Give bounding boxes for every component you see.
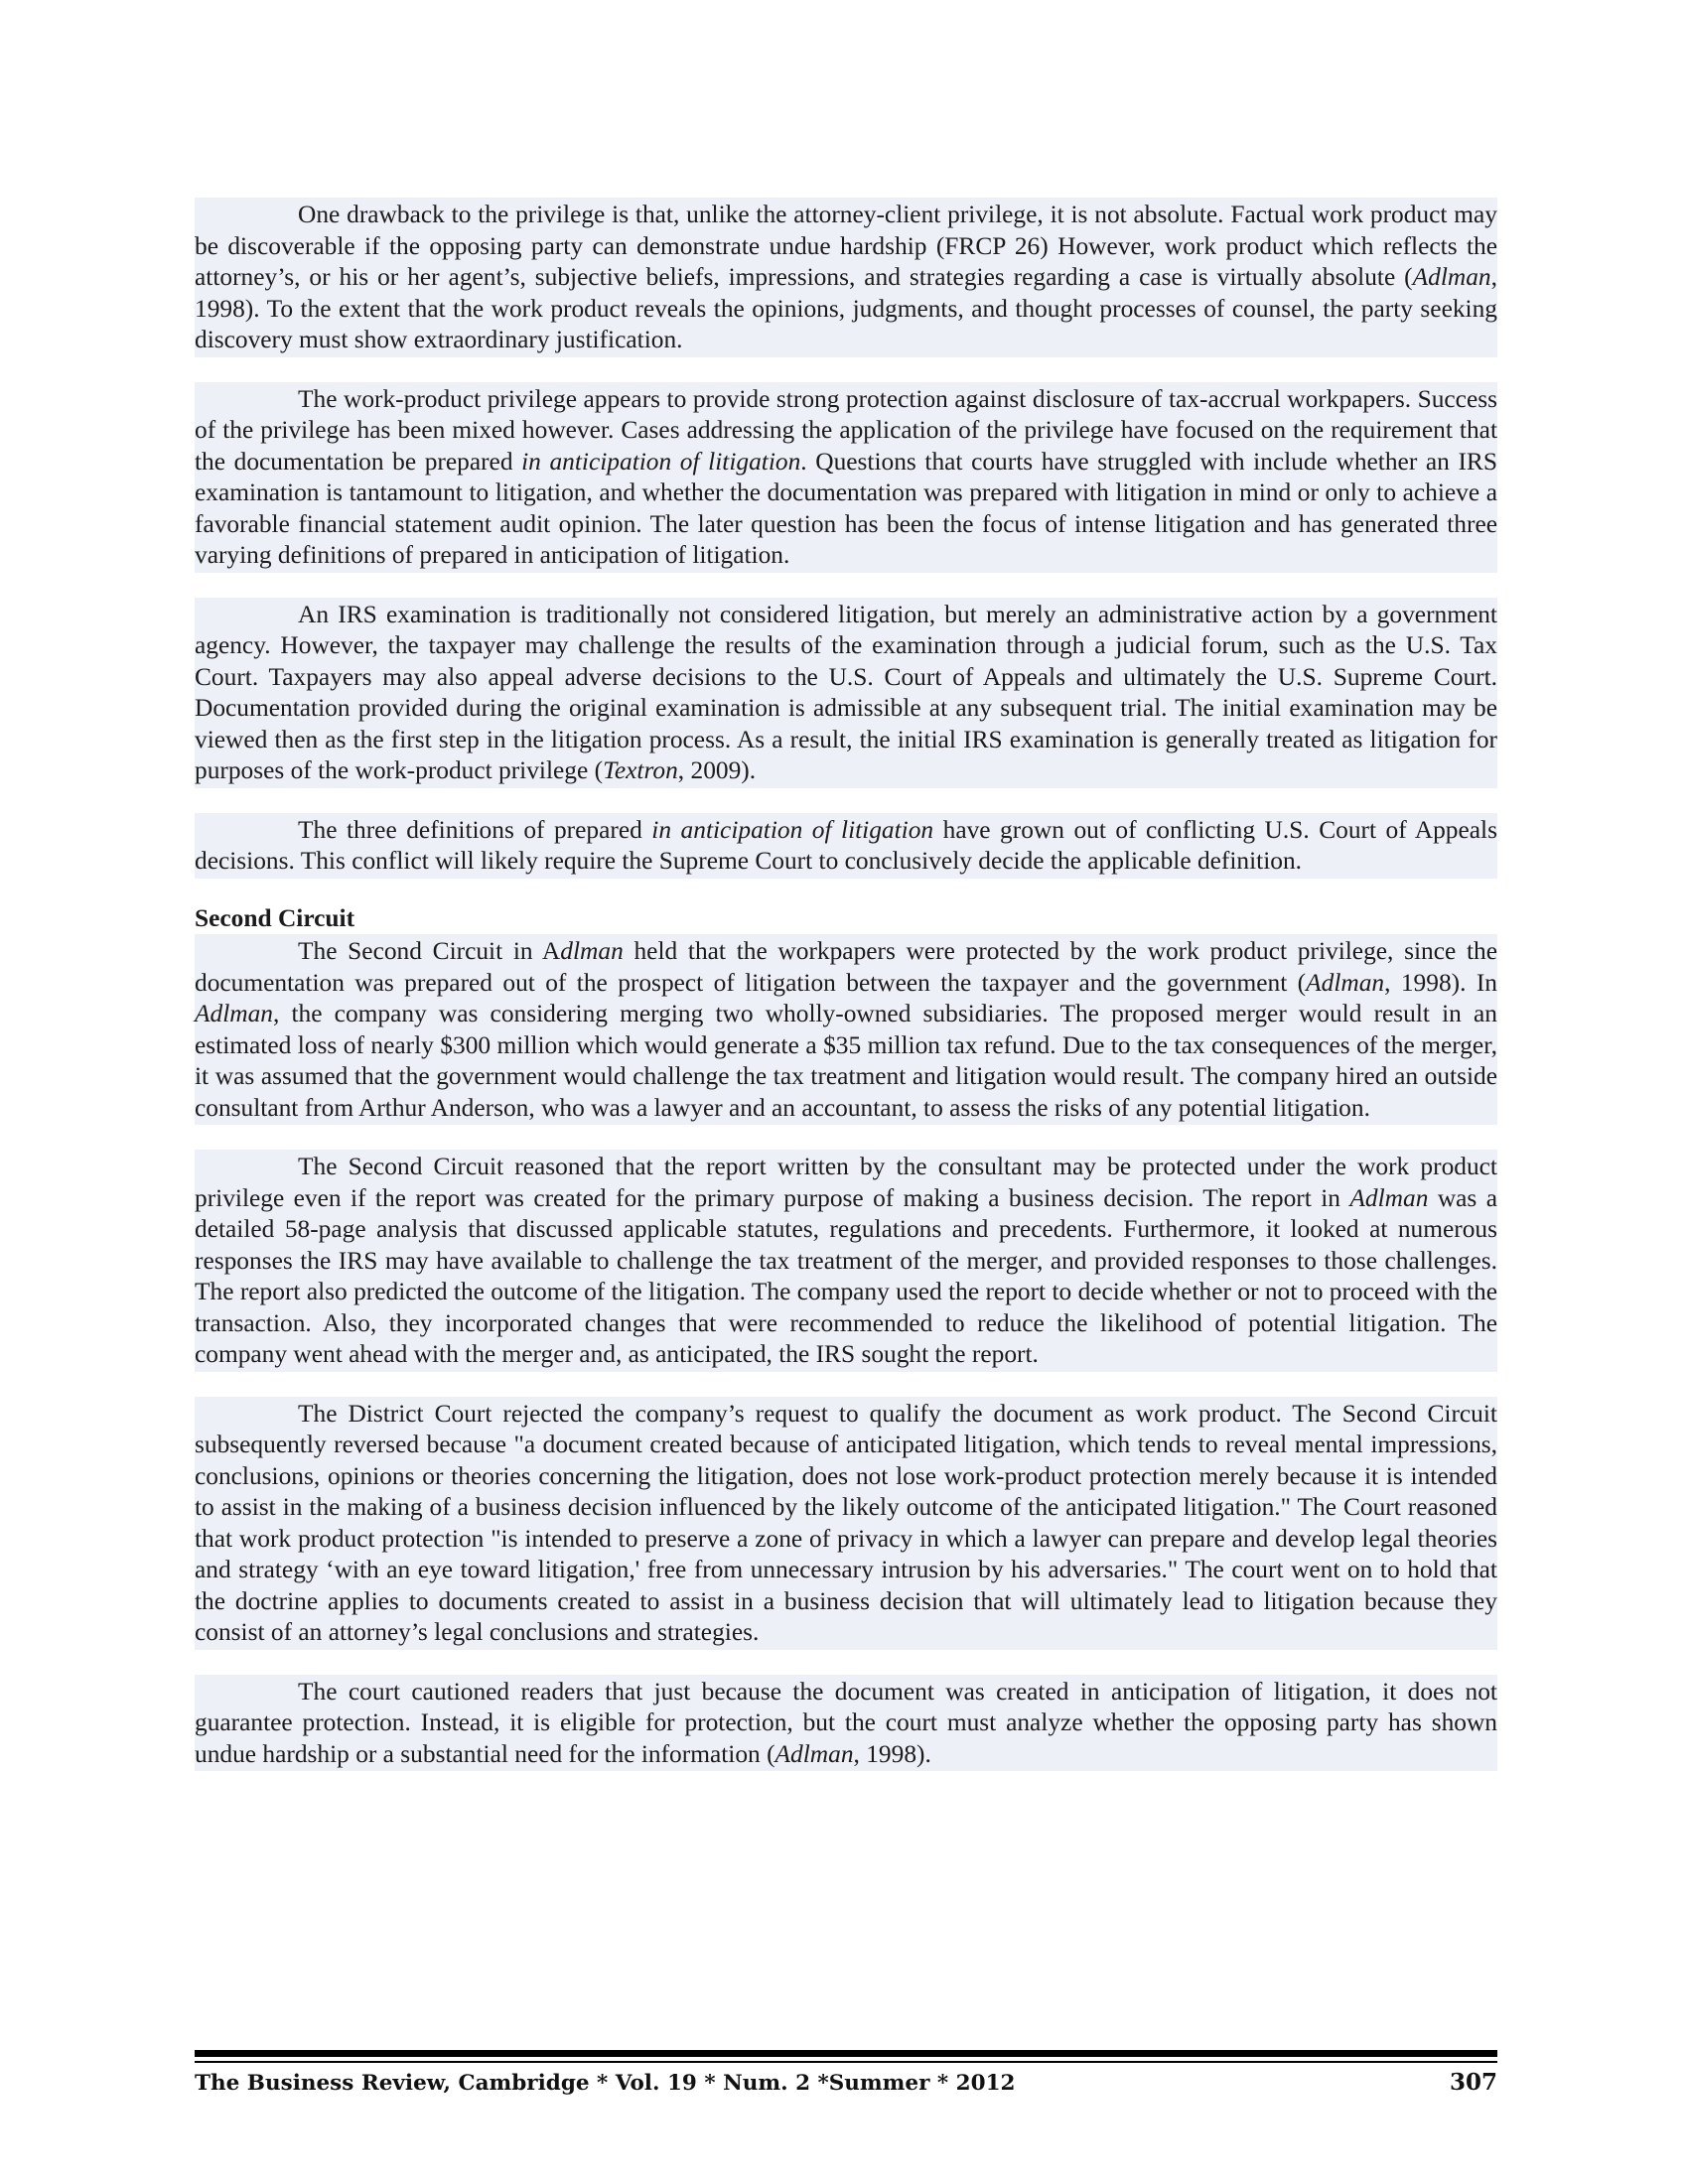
text-run: held that the workpapers were protected by the work product privilege, since the documentation was prepared out of the prospect of litigation between the taxpayer and the government ( [195, 937, 1497, 997]
footer-rule-thin [195, 2061, 1497, 2063]
italic-text: Adlman [1349, 1183, 1429, 1212]
journal-citation: The Business Review, Cambridge * Vol. 19 * Num. 2 *Summer * 2012 [195, 2071, 1016, 2096]
text-run: An IRS examination is traditionally not considered litigation, but merely an administrative action by a government agency. However, the taxpayer may challenge the results of the examination through a judicial forum, such as the U.S. Tax Court. Taxpayers may also appeal adverse decisions to the U.S. Court of Appeals and ultimately the U.S. Supreme Court. Documentation provided during the original examination is admissible at any subsequent trial. The initial examination may be viewed then as the first step in the litigation process. As a result, the initial IRS examination is generally treated as litigation for purposes of the work-product privilege ( [195, 600, 1497, 784]
text-run: , 1998). To the extent that the work product reveals the opinions, judgments, and thought processes of counsel, the party seeking discovery must show extraordinary justification. [195, 263, 1497, 353]
text-run: The work-product privilege appears to provide strong protection against disclosure of tax-accrual workpapers. Success of the privilege has been mixed however. Cases addressing the application of the privilege have focused on the requirement that the documentation be prepared [195, 384, 1497, 476]
text-run: , 2009). [677, 756, 757, 784]
paragraph [195, 813, 1497, 879]
paragraph-group-intro [195, 198, 1497, 879]
text-run: was a detailed 58-page analysis that discussed applicable statutes, regulations and precedents. Furthermore, it looked at numerous responses the IRS may have available to challenge the tax treatment of the merger, and provided responses to those challenges. The report also predicted the outcome of the litigation. The company used the report to decide whether or not to proceed with the transaction. Also, they incorporated changes that were recommended to reduce the likelihood of potential litigation. The company went ahead with the merger and, as anticipated, the IRS sought the report. [195, 1183, 1497, 1368]
paragraph [195, 1397, 1497, 1650]
italic-text: Adlman [774, 1739, 854, 1768]
paragraph-group-second-circuit [195, 934, 1497, 1771]
text-run: The three definitions of prepared [298, 815, 652, 844]
text-run: , 1998). In [1384, 968, 1497, 997]
italic-text: in anticipation of litigation [651, 815, 934, 844]
paragraph [195, 1150, 1497, 1372]
italic-text: dlman [560, 937, 624, 965]
article-body [195, 198, 1497, 1796]
text-run: One drawback to the privilege is that, unlike the attorney-client privilege, it is not absolute. Factual work product may be discoverable if the opposing party can demonstrate undue hardship (FRCP 26) However, work product which reflects the attorney’s, or his or her agent’s, subjective beliefs, impressions, and strategies regarding a case is virtually absolute ( [195, 201, 1497, 291]
text-run: , the company was considering merging two wholly-owned subsidiaries. The proposed merger would result in an estimated loss of nearly $300 million which would generate a $35 million tax refund. Due to the tax consequences of the merger, it was assumed that the government would challenge the tax treatment and litigation would result. The company hired an outside consultant from Arthur Anderson, who was a lawyer and an accountant, to assess the risks of any potential litigation. [195, 1000, 1497, 1122]
text-run: The District Court rejected the company’s request to qualify the document as work product. The Second Circuit subsequently reversed because "a document created because of anticipated litigation, which tends to reveal mental impressions, conclusions, opinions or theories concerning the litigation, does not lose work-product protection merely because it is intended to assist in the making of a business decision influenced by the likely outcome of the anticipated litigation." The Court reasoned that work product protection "is intended to preserve a zone of privacy in which a lawyer can prepare and develop legal theories and strategy ‘with an eye toward litigation,' free from unnecessary intrusion by his adversaries." The court went on to hold that the doctrine applies to documents created to assist in a business decision that will ultimately lead to litigation because they consist of an attorney’s legal conclusions and strategies. [195, 1399, 1497, 1646]
italic-text: Adlman [1306, 968, 1385, 997]
text-run: The Second Circuit in A [298, 937, 561, 965]
text-run: have grown out of conflicting U.S. Court of Appeals decisions. This conflict will likely require the Supreme Court to conclusively decide the applicable definition. [195, 815, 1497, 875]
text-run: The Second Circuit reasoned that the report written by the consultant may be protected under the work product privilege even if the report was created for the primary purpose of making a business decision. The report in [195, 1153, 1497, 1212]
paragraph [195, 598, 1497, 788]
section-heading: Second Circuit [195, 903, 355, 932]
paragraph [195, 1675, 1497, 1772]
text-run: , 1998). [853, 1739, 931, 1768]
footer-rule-thick [195, 2050, 1497, 2057]
paragraph [195, 934, 1497, 1125]
italic-text: in anticipation of litigation [521, 447, 801, 476]
paragraph [195, 382, 1497, 573]
italic-text: Adlman [1412, 263, 1491, 291]
text-run: The court cautioned readers that just because the document was created in anticipation of litigation, it does not guarantee protection. Instead, it is eligible for protection, but the court must analyze whether the opposing party has shown undue hardship or a substantial need for the information ( [195, 1677, 1497, 1768]
paragraph [195, 198, 1497, 357]
italic-text: Textron [603, 756, 678, 784]
italic-text: Adlman [195, 1000, 273, 1027]
text-run: . Questions that courts have struggled with include whether an IRS examination is tantamount to litigation, and whether the documentation was prepared with litigation in mind or only to achieve a favorable financial statement audit opinion. The later question has been the focus of intense litigation and has generated three varying definitions of prepared in anticipation of litigation. [195, 447, 1497, 569]
page-number: 307 [1449, 2069, 1497, 2096]
